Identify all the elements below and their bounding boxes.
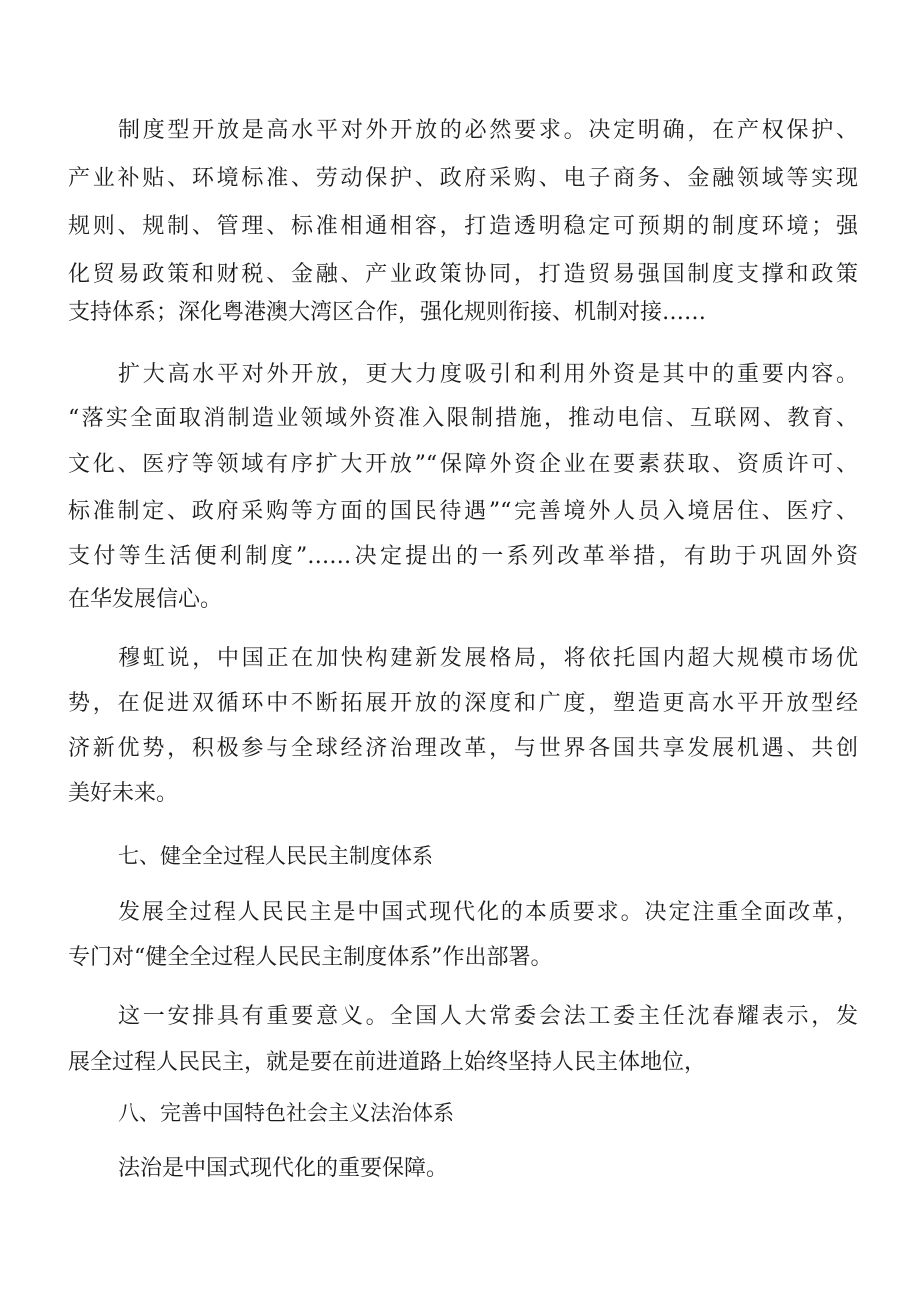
text-line: 发展全过程人民民主是中国式现代化的本质要求。决定注重全面改革， <box>118 900 858 925</box>
text-line: “落实全面取消制造业领域外资准入限制措施，推动电信、互联网、教育、 <box>68 406 858 431</box>
text-line: 制度型开放是高水平对外开放的必然要求。决定明确，在产权保护、 <box>118 118 858 143</box>
text-line: 展全过程人民民主，就是要在前进道路上始终坚持人民主体地位， <box>68 1050 707 1075</box>
text-line: 支持体系；深化粤港澳大湾区合作，强化规则衔接、机制对接…… <box>68 300 707 325</box>
text-line: 产业补贴、环境标准、劳动保护、政府采购、电子商务、金融领域等实现 <box>68 166 858 191</box>
text-line: 扩大高水平对外开放，更大力度吸引和利用外资是其中的重要内容。 <box>118 362 858 387</box>
section-heading-8: 八、完善中国特色社会主义法治体系 <box>118 1101 454 1125</box>
text-line: 文化、医疗等领域有序扩大开放”“保障外资企业在要素获取、资质许可、 <box>68 452 858 477</box>
text-line: 化贸易政策和财税、金融、产业政策协同，打造贸易强国制度支撑和政策 <box>68 262 858 287</box>
text-line: 专门对“健全全过程人民民主制度体系”作出部署。 <box>68 945 553 970</box>
text-line: 济新优势，积极参与全球经济治理改革，与世界各国共享发展机遇、共创 <box>68 736 858 761</box>
text-line: 规则、规制、管理、标准相通相容，打造透明稳定可预期的制度环境；强 <box>68 214 858 239</box>
text-line: 法治是中国式现代化的重要保障。 <box>118 1156 449 1181</box>
text-line: 美好未来。 <box>68 781 179 806</box>
text-line: 支付等生活便利制度”……决定提出的一系列改革举措，有助于巩固外资 <box>68 544 858 569</box>
section-heading-7: 七、健全全过程人民民主制度体系 <box>118 844 433 868</box>
text-line: 这一安排具有重要意义。全国人大常委会法工委主任沈春耀表示，发 <box>118 1004 858 1029</box>
text-line: 在华发展信心。 <box>68 587 223 612</box>
text-line: 标准制定、政府采购等方面的国民待遇”“完善境外人员入境居住、医疗、 <box>68 499 858 524</box>
text-line: 穆虹说，中国正在加快构建新发展格局，将依托国内超大规模市场优 <box>118 646 858 671</box>
text-line: 势，在促进双循环中不断拓展开放的深度和广度，塑造更高水平开放型经 <box>68 691 858 716</box>
